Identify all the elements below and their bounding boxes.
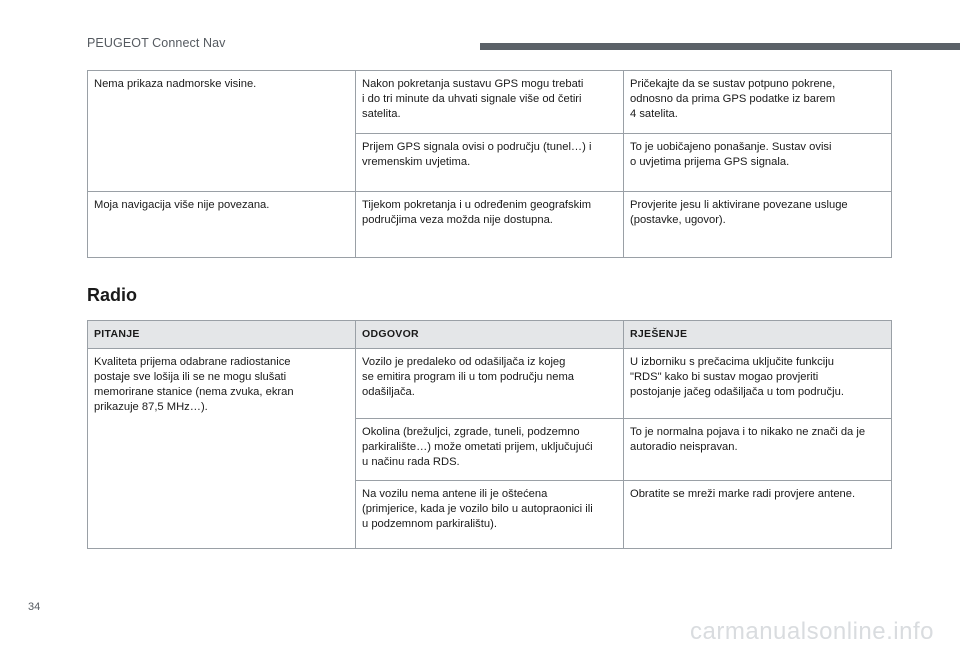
column-header-question: PITANJE <box>88 321 356 349</box>
cause-cell: Nakon pokretanja sustavu GPS mogu trebati i do tri minute da uhvati signale više od četiri satelita. <box>356 71 624 134</box>
radio-troubleshooting-table <box>87 320 892 549</box>
gps-troubleshooting-table <box>87 70 892 258</box>
question-cell: Nema prikaza nadmorske visine. <box>88 71 356 192</box>
solution-cell: To je normalna pojava i to nikako ne znači da je autoradio neispravan. <box>624 419 892 481</box>
solution-cell: Obratite se mreži marke radi provjere antene. <box>624 481 892 549</box>
solution-cell: U izborniku s prečacima uključite funkciju "RDS" kako bi sustav mogao provjeriti postojanje jačeg odašiljača u tom području. <box>624 349 892 419</box>
table-header-row <box>88 321 892 349</box>
column-header-answer: ODGOVOR <box>356 321 624 349</box>
column-header-solution: RJEŠENJE <box>624 321 892 349</box>
solution-cell: To je uobičajeno ponašanje. Sustav ovisi o uvjetima prijema GPS signala. <box>624 134 892 192</box>
watermark[interactable]: carmanualsonline.info <box>690 618 934 645</box>
table-row <box>88 71 892 134</box>
table-row <box>88 349 892 419</box>
solution-cell: Pričekajte da se sustav potpuno pokrene, odnosno da prima GPS podatke iz barem 4 satelita. <box>624 71 892 134</box>
cause-cell: Vozilo je predaleko od odašiljača iz kojeg se emitira program ili u tom području nema odašiljača. <box>356 349 624 419</box>
question-cell: Kvaliteta prijema odabrane radiostanice postaje sve lošija ili se ne mogu slušati memorirane stanice (nema zvuka, ekran prikazuje 87,5 MHz…). <box>88 349 356 549</box>
question-cell: Moja navigacija više nije povezana. <box>88 192 356 258</box>
solution-cell: Provjerite jesu li aktivirane povezane usluge (postavke, ugovor). <box>624 192 892 258</box>
cause-cell: Na vozilu nema antene ili je oštećena (primjerice, kada je vozilo bilo u autopraonici ili u podzemnom parkiralištu). <box>356 481 624 549</box>
cause-cell: Tijekom pokretanja i u određenim geografskim područjima veza možda nije dostupna. <box>356 192 624 258</box>
header-title: PEUGEOT Connect Nav <box>87 36 226 50</box>
section-title: Radio <box>87 285 138 305</box>
header-bar <box>480 43 960 50</box>
cause-cell: Okolina (brežuljci, zgrade, tuneli, podzemno parkiralište…) može ometati prijem, uključujući u načinu rada RDS. <box>356 419 624 481</box>
page-number: 34 <box>28 601 41 613</box>
cause-cell: Prijem GPS signala ovisi o području (tunel…) i vremenskim uvjetima. <box>356 134 624 192</box>
table-row <box>88 192 892 258</box>
